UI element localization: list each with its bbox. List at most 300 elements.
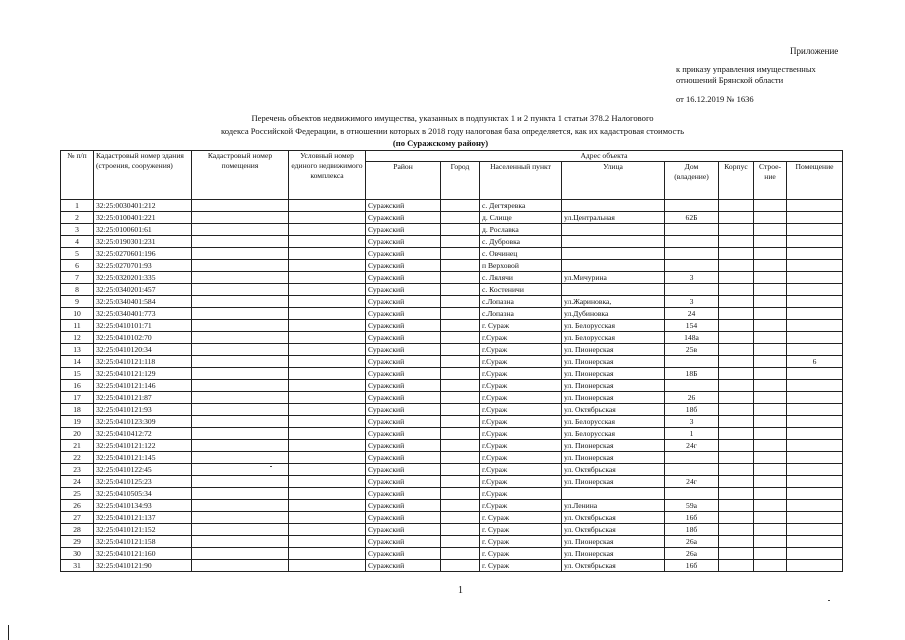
cell-district: Суражский <box>366 344 441 356</box>
cell-cadastral-room <box>192 296 289 308</box>
cell-num: 31 <box>61 560 94 572</box>
cell-district: Суражский <box>366 440 441 452</box>
cell-building <box>754 416 787 428</box>
cell-street: ул. Пионерская <box>562 368 665 380</box>
cell-street: ул. Пионерская <box>562 392 665 404</box>
cell-cadastral-room <box>192 380 289 392</box>
cell-district: Суражский <box>366 536 441 548</box>
cell-cadastral-room <box>192 320 289 332</box>
cell-city <box>441 428 480 440</box>
cell-settlement: г.Сураж <box>480 332 562 344</box>
cell-street: ул. Пионерская <box>562 452 665 464</box>
cell-num: 8 <box>61 284 94 296</box>
table-row <box>61 500 843 512</box>
cell-district: Суражский <box>366 320 441 332</box>
table-row <box>61 260 843 272</box>
cell-cadastral-room <box>192 344 289 356</box>
cell-city <box>441 536 480 548</box>
cell-building <box>754 452 787 464</box>
cell-building <box>754 464 787 476</box>
cell-conditional-number <box>289 404 366 416</box>
cell-num: 20 <box>61 428 94 440</box>
header-city: Город <box>441 162 480 200</box>
cell-house: 59а <box>665 500 719 512</box>
cell-conditional-number <box>289 272 366 284</box>
cell-korpus <box>719 536 754 548</box>
cell-korpus <box>719 524 754 536</box>
cell-building <box>754 512 787 524</box>
cell-cadastral-building: 32:25:0410121:158 <box>94 536 192 548</box>
table-row <box>61 248 843 260</box>
cell-num: 1 <box>61 200 94 212</box>
cell-num: 14 <box>61 356 94 368</box>
cell-cadastral-room <box>192 332 289 344</box>
cell-house: 1 <box>665 428 719 440</box>
cell-district: Суражский <box>366 332 441 344</box>
cell-num: 18 <box>61 404 94 416</box>
cell-district: Суражский <box>366 428 441 440</box>
cell-city <box>441 416 480 428</box>
scan-speck <box>270 466 272 467</box>
cell-street: ул.Ленина <box>562 500 665 512</box>
cell-district: Суражский <box>366 260 441 272</box>
cell-district: Суражский <box>366 404 441 416</box>
cell-room <box>787 416 843 428</box>
cell-street: ул. Пионерская <box>562 440 665 452</box>
cell-conditional-number <box>289 548 366 560</box>
cell-district: Суражский <box>366 248 441 260</box>
cell-building <box>754 524 787 536</box>
cell-street: ул. Октябрьская <box>562 464 665 476</box>
cell-conditional-number <box>289 416 366 428</box>
cell-settlement: с.Лопазна <box>480 308 562 320</box>
table-body <box>61 200 843 572</box>
cell-house: 26 <box>665 392 719 404</box>
cell-korpus <box>719 212 754 224</box>
cell-num: 26 <box>61 500 94 512</box>
cell-num: 7 <box>61 272 94 284</box>
cell-settlement: с. Дегтяревка <box>480 200 562 212</box>
table-row <box>61 452 843 464</box>
cell-city <box>441 392 480 404</box>
table-row <box>61 212 843 224</box>
cell-cadastral-room <box>192 548 289 560</box>
header-cadastral-room: Кадастровый номер помещения <box>192 151 289 200</box>
cell-room <box>787 560 843 572</box>
cell-street <box>562 488 665 500</box>
cell-settlement: г.Сураж <box>480 368 562 380</box>
cell-city <box>441 380 480 392</box>
cell-building <box>754 248 787 260</box>
table-row <box>61 428 843 440</box>
cell-cadastral-building: 32:25:0320201:335 <box>94 272 192 284</box>
cell-building <box>754 356 787 368</box>
cell-building <box>754 488 787 500</box>
cell-cadastral-building: 32:25:0410134:93 <box>94 500 192 512</box>
cell-house: 26а <box>665 536 719 548</box>
cell-korpus <box>719 548 754 560</box>
cell-street: ул. Пионерская <box>562 476 665 488</box>
cell-street: ул.Центральная <box>562 212 665 224</box>
cell-house <box>665 260 719 272</box>
cell-street: ул.Жариновка, <box>562 296 665 308</box>
header-house: Дом (владение) <box>665 162 719 200</box>
cell-cadastral-building: 32:25:0410125:23 <box>94 476 192 488</box>
cell-korpus <box>719 200 754 212</box>
cell-cadastral-building: 32:25:0410101:71 <box>94 320 192 332</box>
cell-cadastral-building: 32:25:0410121:129 <box>94 368 192 380</box>
header-district: Район <box>366 162 441 200</box>
cell-conditional-number <box>289 284 366 296</box>
cell-room <box>787 524 843 536</box>
cell-korpus <box>719 224 754 236</box>
table-row <box>61 464 843 476</box>
table-row <box>61 224 843 236</box>
cell-conditional-number <box>289 452 366 464</box>
cell-room <box>787 200 843 212</box>
cell-house: 62Б <box>665 212 719 224</box>
cell-num: 16 <box>61 380 94 392</box>
cell-room <box>787 260 843 272</box>
cell-korpus <box>719 320 754 332</box>
cell-room <box>787 248 843 260</box>
cell-district: Суражский <box>366 452 441 464</box>
cell-korpus <box>719 272 754 284</box>
cell-num: 25 <box>61 488 94 500</box>
cell-room <box>787 548 843 560</box>
cell-korpus <box>719 308 754 320</box>
cell-city <box>441 200 480 212</box>
table-row <box>61 356 843 368</box>
cell-cadastral-room <box>192 272 289 284</box>
order-reference-line-1: к приказу управления имущественных <box>676 64 816 74</box>
cell-conditional-number <box>289 236 366 248</box>
cell-district: Суражский <box>366 500 441 512</box>
cell-cadastral-room <box>192 428 289 440</box>
cell-settlement: г.Сураж <box>480 476 562 488</box>
cell-conditional-number <box>289 212 366 224</box>
cell-korpus <box>719 404 754 416</box>
cell-cadastral-building: 32:25:0410121:160 <box>94 548 192 560</box>
cell-cadastral-room <box>192 500 289 512</box>
cell-room <box>787 512 843 524</box>
cell-conditional-number <box>289 512 366 524</box>
cell-conditional-number <box>289 248 366 260</box>
cell-korpus <box>719 512 754 524</box>
cell-street <box>562 224 665 236</box>
table-row <box>61 416 843 428</box>
cell-house: 24 <box>665 308 719 320</box>
cell-cadastral-building: 32:25:0410121:152 <box>94 524 192 536</box>
table-row <box>61 344 843 356</box>
cell-house <box>665 452 719 464</box>
header-settlement: Населенный пункт <box>480 162 562 200</box>
cell-street: ул. Октябрьская <box>562 524 665 536</box>
cell-house <box>665 464 719 476</box>
cell-room <box>787 344 843 356</box>
cell-building <box>754 332 787 344</box>
cell-city <box>441 248 480 260</box>
cell-city <box>441 524 480 536</box>
document-title-line-2: кодекса Российской Федерации, в отношении которых в 2018 году налоговая база определяется, как их кадастровая стоимость <box>220 126 685 136</box>
cell-settlement: г.Сураж <box>480 392 562 404</box>
cell-conditional-number <box>289 392 366 404</box>
cell-district: Суражский <box>366 224 441 236</box>
cell-building <box>754 308 787 320</box>
cell-house: 3 <box>665 296 719 308</box>
cell-cadastral-building: 32:25:0410121:87 <box>94 392 192 404</box>
cell-city <box>441 440 480 452</box>
cell-building <box>754 392 787 404</box>
cell-num: 6 <box>61 260 94 272</box>
cell-city <box>441 488 480 500</box>
cell-house <box>665 236 719 248</box>
cell-korpus <box>719 488 754 500</box>
cell-settlement: г.Сураж <box>480 344 562 356</box>
cell-cadastral-room <box>192 560 289 572</box>
cell-cadastral-room <box>192 476 289 488</box>
cell-cadastral-room <box>192 236 289 248</box>
cell-conditional-number <box>289 368 366 380</box>
cell-district: Суражский <box>366 524 441 536</box>
table-header <box>61 151 843 200</box>
cell-settlement: г.Сураж <box>480 488 562 500</box>
cell-korpus <box>719 440 754 452</box>
cell-settlement: с.Лопазна <box>480 296 562 308</box>
cell-conditional-number <box>289 260 366 272</box>
cell-conditional-number <box>289 560 366 572</box>
cell-conditional-number <box>289 224 366 236</box>
cell-conditional-number <box>289 524 366 536</box>
scan-speck <box>828 600 830 601</box>
cell-house: 18б <box>665 404 719 416</box>
cell-city <box>441 464 480 476</box>
table-row <box>61 560 843 572</box>
cell-room <box>787 368 843 380</box>
cell-district: Суражский <box>366 272 441 284</box>
cell-house: 25в <box>665 344 719 356</box>
cell-cadastral-room <box>192 284 289 296</box>
table-row <box>61 548 843 560</box>
cell-house <box>665 200 719 212</box>
cell-num: 10 <box>61 308 94 320</box>
cell-cadastral-building: 32:25:0410121:145 <box>94 452 192 464</box>
table-row <box>61 308 843 320</box>
cell-district: Суражский <box>366 212 441 224</box>
cell-city <box>441 344 480 356</box>
cell-cadastral-building: 32:25:0190301:231 <box>94 236 192 248</box>
cell-settlement: п Верховой <box>480 260 562 272</box>
cell-city <box>441 332 480 344</box>
cell-korpus <box>719 368 754 380</box>
cell-house: 3 <box>665 416 719 428</box>
cell-conditional-number <box>289 476 366 488</box>
cell-korpus <box>719 356 754 368</box>
cell-settlement: г.Сураж <box>480 440 562 452</box>
cell-cadastral-building: 32:25:0100401:221 <box>94 212 192 224</box>
cell-cadastral-room <box>192 200 289 212</box>
cell-room <box>787 392 843 404</box>
cell-cadastral-room <box>192 248 289 260</box>
cell-street: ул. Октябрьская <box>562 560 665 572</box>
cell-district: Суражский <box>366 392 441 404</box>
cell-cadastral-building: 32:25:0270701:93 <box>94 260 192 272</box>
cell-house <box>665 356 719 368</box>
cell-house: 154 <box>665 320 719 332</box>
cell-house: 16б <box>665 512 719 524</box>
table-row <box>61 272 843 284</box>
cell-building <box>754 296 787 308</box>
table-row <box>61 236 843 248</box>
table-row <box>61 404 843 416</box>
cell-cadastral-building: 32:25:0270601:196 <box>94 248 192 260</box>
cell-num: 22 <box>61 452 94 464</box>
cell-cadastral-building: 32:25:0410121:137 <box>94 512 192 524</box>
cell-cadastral-building: 32:25:0410121:118 <box>94 356 192 368</box>
cell-settlement: г. Сураж <box>480 512 562 524</box>
header-address: Адрес объекта <box>366 151 843 162</box>
cell-korpus <box>719 284 754 296</box>
cell-cadastral-room <box>192 404 289 416</box>
cell-city <box>441 308 480 320</box>
cell-cadastral-room <box>192 260 289 272</box>
cell-conditional-number <box>289 536 366 548</box>
cell-house <box>665 380 719 392</box>
cell-house <box>665 284 719 296</box>
cell-cadastral-building: 32:25:0410121:146 <box>94 380 192 392</box>
cell-room <box>787 224 843 236</box>
cell-conditional-number <box>289 488 366 500</box>
cell-room <box>787 536 843 548</box>
cell-district: Суражский <box>366 464 441 476</box>
cell-cadastral-room <box>192 512 289 524</box>
cell-conditional-number <box>289 320 366 332</box>
cell-room <box>787 296 843 308</box>
header-conditional-number: Условный номер единого недвижимого комплекса <box>289 151 366 200</box>
cell-settlement: г.Сураж <box>480 416 562 428</box>
cell-korpus <box>719 500 754 512</box>
cell-street: ул. Пионерская <box>562 536 665 548</box>
table-row <box>61 536 843 548</box>
cell-settlement: г.Сураж <box>480 500 562 512</box>
cell-cadastral-room <box>192 308 289 320</box>
cell-building <box>754 200 787 212</box>
cell-num: 24 <box>61 476 94 488</box>
cell-street: ул. Октябрьская <box>562 404 665 416</box>
cell-building <box>754 344 787 356</box>
cell-korpus <box>719 476 754 488</box>
cell-district: Суражский <box>366 488 441 500</box>
cell-street: ул. Белорусская <box>562 332 665 344</box>
cell-conditional-number <box>289 332 366 344</box>
cell-city <box>441 224 480 236</box>
cell-building <box>754 368 787 380</box>
cell-settlement: г. Сураж <box>480 536 562 548</box>
cell-house: 24г <box>665 476 719 488</box>
cell-settlement: г.Сураж <box>480 452 562 464</box>
cell-cadastral-room <box>192 488 289 500</box>
cell-korpus <box>719 344 754 356</box>
cell-korpus <box>719 392 754 404</box>
cell-house: 3 <box>665 272 719 284</box>
cell-korpus <box>719 380 754 392</box>
cell-conditional-number <box>289 440 366 452</box>
cell-num: 11 <box>61 320 94 332</box>
table-row <box>61 392 843 404</box>
cell-settlement: г.Сураж <box>480 356 562 368</box>
cell-city <box>441 272 480 284</box>
cell-city <box>441 548 480 560</box>
cell-building <box>754 272 787 284</box>
cell-city <box>441 356 480 368</box>
cell-settlement: г.Сураж <box>480 380 562 392</box>
cell-room <box>787 320 843 332</box>
cell-district: Суражский <box>366 380 441 392</box>
header-room: Помещение <box>787 162 843 200</box>
table-row <box>61 512 843 524</box>
cell-num: 2 <box>61 212 94 224</box>
cell-conditional-number <box>289 344 366 356</box>
cell-street: ул.Дубиновка <box>562 308 665 320</box>
cell-num: 30 <box>61 548 94 560</box>
cell-building <box>754 560 787 572</box>
cell-settlement: г.Сураж <box>480 464 562 476</box>
cell-street <box>562 284 665 296</box>
cell-city <box>441 404 480 416</box>
cell-street: ул. Пионерская <box>562 356 665 368</box>
cell-num: 17 <box>61 392 94 404</box>
cell-korpus <box>719 260 754 272</box>
cell-city <box>441 476 480 488</box>
cell-conditional-number <box>289 356 366 368</box>
cell-conditional-number <box>289 428 366 440</box>
cell-conditional-number <box>289 464 366 476</box>
cell-street: ул. Белорусская <box>562 416 665 428</box>
cell-korpus <box>719 296 754 308</box>
cell-cadastral-room <box>192 212 289 224</box>
cell-settlement: г. Сураж <box>480 524 562 536</box>
cell-settlement: д. Слище <box>480 212 562 224</box>
cell-room <box>787 284 843 296</box>
cell-korpus <box>719 416 754 428</box>
appendix-title: Приложение <box>790 46 839 56</box>
header-num: № п/п <box>61 151 94 200</box>
cell-num: 4 <box>61 236 94 248</box>
cell-room <box>787 212 843 224</box>
cell-korpus <box>719 236 754 248</box>
cell-district: Суражский <box>366 476 441 488</box>
cell-num: 23 <box>61 464 94 476</box>
table-row <box>61 296 843 308</box>
cell-num: 13 <box>61 344 94 356</box>
cell-city <box>441 320 480 332</box>
cell-num: 9 <box>61 296 94 308</box>
cell-building <box>754 428 787 440</box>
cell-house: 148а <box>665 332 719 344</box>
cell-city <box>441 512 480 524</box>
table-row <box>61 320 843 332</box>
table-row <box>61 380 843 392</box>
cell-conditional-number <box>289 296 366 308</box>
cell-conditional-number <box>289 200 366 212</box>
cell-room <box>787 476 843 488</box>
cell-cadastral-building: 32:25:0410505:34 <box>94 488 192 500</box>
cell-city <box>441 368 480 380</box>
header-cadastral-building: Кадастровый номер здания (строения, сооружения) <box>94 151 192 200</box>
cell-cadastral-building: 32:25:0340201:457 <box>94 284 192 296</box>
page-number: 1 <box>458 585 463 596</box>
cell-korpus <box>719 248 754 260</box>
